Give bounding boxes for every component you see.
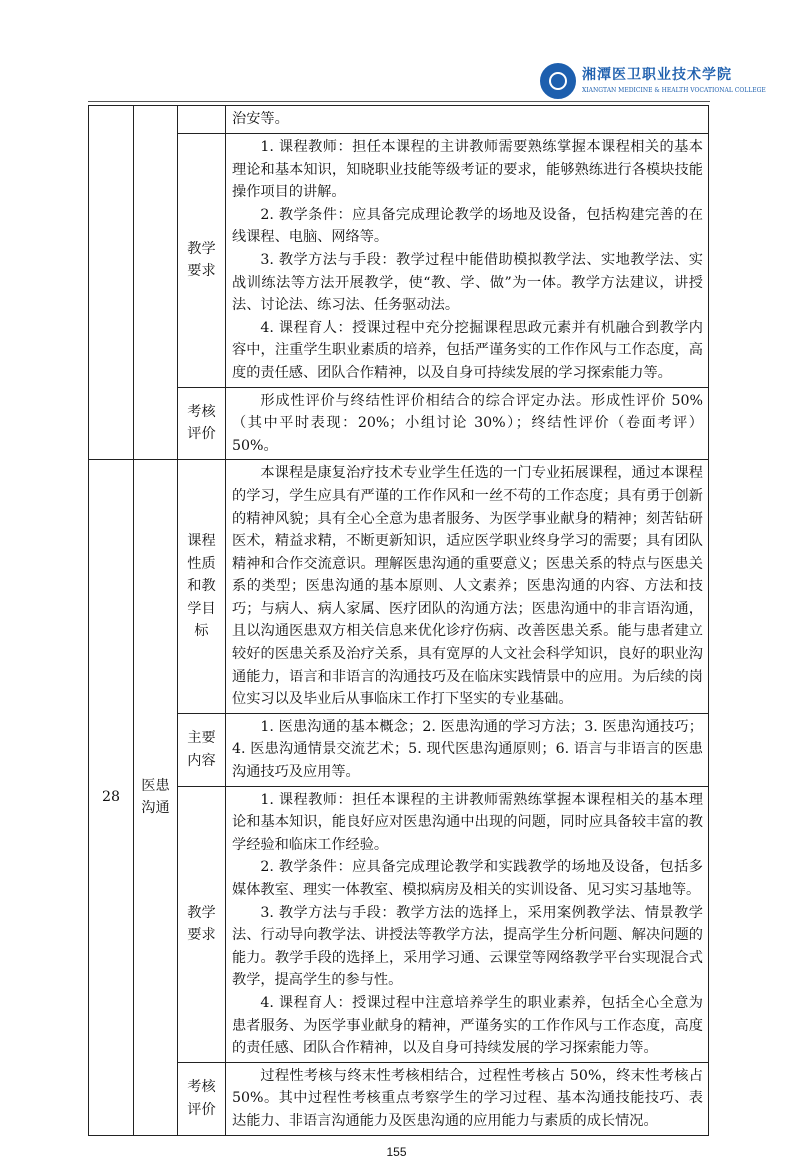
school-name-en: XIANGTAN MEDICINE & HEALTH VOCATIONAL COLLEGE bbox=[582, 87, 766, 94]
row-label: 考核评价 bbox=[178, 387, 226, 460]
row-label: 教学要求 bbox=[178, 786, 226, 1062]
teaching-requirements: 1. 课程教师：担任本课程的主讲教师需熟练掌握本课程相关的基本理论和基本知识，能良好应对医患沟通中出现的问题，同时应具备较丰富的教学经验和临床工作经验。 2. 教学条件：应具备完成理论教学和实践教学的场地及设备，包括多媒体教室、理实一体教室、模拟病房及相关的实训设备、见习实习基地等。 3. 教学方法与手段：教学方法的选择上，采用案例教学法、情景教学法、行动导向教学法、讲授法等教学方法，提高学生分析问题、解决问题的能力。教学手段的选择上，采用学习通、云课堂等网络教学平台实现混合式教学，提高学生的参与性。 4. 课程育人：授课过程中注意培养学生的职业素养，包括全心全意为患者服务、为医学事业献身的精神，严谨务实的工作作风与工作态度，高度的责任感、团队合作精神，以及自身可持续发展的学习探索能力等。 bbox=[226, 786, 709, 1062]
course-table bbox=[88, 105, 709, 1136]
course-nature: 本课程是康复治疗技术专业学生任选的一门专业拓展课程，通过本课程的学习，学生应具有严谨的工作作风和一丝不苟的工作态度；具有勇于创新的精神风貌；具有全心全意为患者服务、为医学事业献身的精神；刻苦钻研医术，精益求精，不断更新知识，适应医学职业终身学习的需要；具有团队精神和合作交流意识。理解医患沟通的重要意义；医患关系的特点与医患关系的类型；医患沟通的基本原则、人文素养；医患沟通的内容、方法和技巧；与病人、病人家属、医疗团队的沟通方法；医患沟通中的非言语沟通，且以沟通医患双方相关信息来优化诊疗伤病、改善医患关系。能与患者建立较好的医患关系及治疗关系，具有宽厚的人文社会科学知识，良好的职业沟通能力，语言和非语言的沟通技巧及在临床实践情景中的应用。为后续的岗位实习以及毕业后从事临床工作打下坚实的专业基础。 bbox=[226, 460, 709, 714]
table-row bbox=[89, 387, 709, 460]
row-label: 考核评价 bbox=[178, 1062, 226, 1135]
row-label: 主要内容 bbox=[178, 713, 226, 786]
main-content: 1. 医患沟通的基本概念；2. 医患沟通的学习方法；3. 医患沟通技巧；4. 医患沟通情景交流艺术；5. 现代医患沟通原则；6. 语言与非语言的医患沟通技巧及应用等。 bbox=[226, 713, 709, 786]
course-number: 28 bbox=[89, 460, 134, 1135]
assessment-text: 形成性评价与终结性评价相结合的综合评定办法。形成性评价 50%（其中平时表现：20%；小组讨论 30%）；终结性评价（卷面考评）50%。 bbox=[226, 387, 709, 460]
header-divider bbox=[88, 101, 710, 102]
table-row bbox=[89, 786, 709, 1062]
table-row bbox=[89, 460, 709, 714]
teaching-requirements: 1. 课程教师：担任本课程的主讲教师需要熟练掌握本课程相关的基本理论和基本知识，知晓职业技能等级考证的要求，能够熟练进行各模块技能操作项目的讲解。 2. 教学条件：应具备完成理论教学的场地及设备，包括构建完善的在线课程、电脑、网络等。 3. 教学方法与手段：教学过程中能借助模拟教学法、实地教学法、实战训练法等方法开展教学，使“教、学、做”为一体。教学方法建议，讲授法、讨论法、练习法、任务驱动法。 4. 课程育人：授课过程中充分挖掘课程思政元素并有机融合到教学内容中，注重学生职业素质的培养，包括严谨务实的工作作风与工作态度，高度的责任感、团队合作精神，以及自身可持续发展的学习探索能力等。 bbox=[226, 134, 709, 388]
school-name-cn: 湘潭医卫职业技术学院 bbox=[582, 67, 732, 83]
continuation-text: 治安等。 bbox=[232, 111, 289, 128]
page-number: 155 bbox=[386, 1144, 407, 1159]
table-row bbox=[89, 134, 709, 388]
row-label: 课程性质和教学目标 bbox=[178, 460, 226, 714]
row-label: 教学要求 bbox=[178, 134, 226, 388]
page-header bbox=[0, 0, 793, 103]
school-seal-icon bbox=[540, 63, 576, 99]
table-row bbox=[89, 106, 709, 134]
table-row bbox=[89, 1062, 709, 1135]
assessment-text: 过程性考核与终末性考核相结合，过程性考核占 50%，终末性考核占 50%。其中过程性考核重点考察学生的学习过程、基本沟通技能技巧、表达能力、非语言沟通能力及医患沟通的应用能力与素质的成长情况。 bbox=[226, 1062, 709, 1135]
course-name: 医患沟通 bbox=[134, 460, 178, 1135]
table-row bbox=[89, 713, 709, 786]
school-logo bbox=[540, 62, 770, 100]
